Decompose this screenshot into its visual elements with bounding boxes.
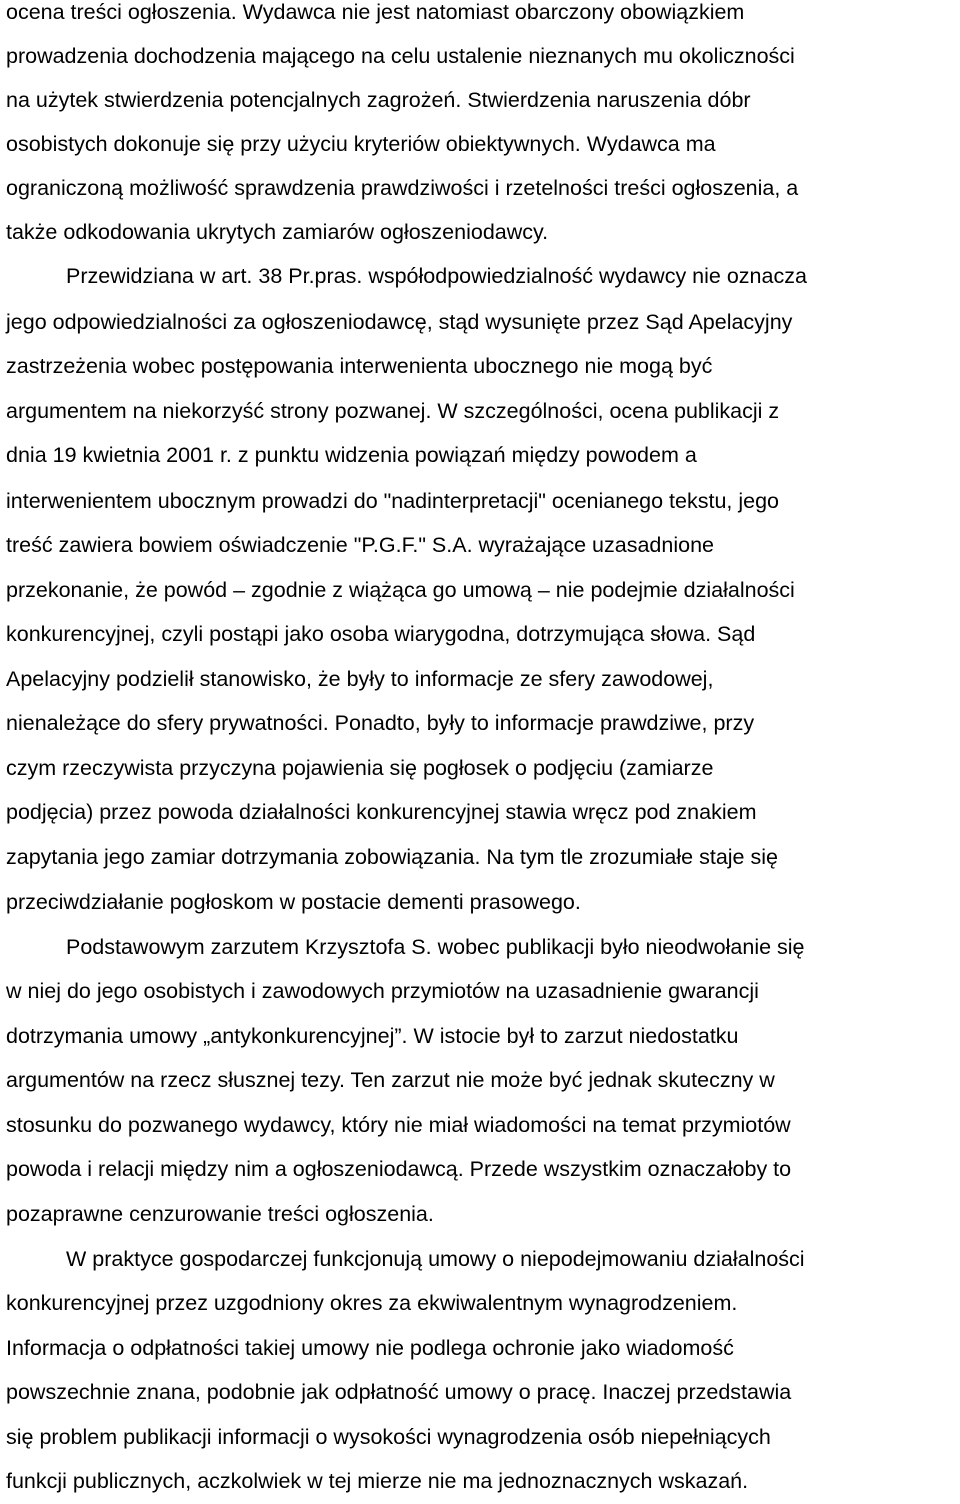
text-line: argumentów na rzecz słusznej tezy. Ten zarzut nie może być jednak skuteczny w bbox=[6, 1068, 775, 1092]
paragraph-first-line: Przewidziana w art. 38 Pr.pras. współodpowiedzialność wydawcy nie oznacza bbox=[66, 264, 807, 288]
text-line: konkurencyjnej przez uzgodniony okres za ekwiwalentnym wynagrodzeniem. bbox=[6, 1291, 738, 1315]
text-line: się problem publikacji informacji o wysokości wynagrodzenia osób niepełniących bbox=[6, 1425, 771, 1449]
text-line: funkcji publicznych, aczkolwiek w tej mierze nie ma jednoznacznych wskazań. bbox=[6, 1469, 749, 1493]
text-line: stosunku do pozwanego wydawcy, który nie miał wiadomości na temat przymiotów bbox=[6, 1113, 791, 1137]
paragraph-first-line: Podstawowym zarzutem Krzysztofa S. wobec publikacji było nieodwołanie się bbox=[66, 935, 805, 959]
text-line: na użytek stwierdzenia potencjalnych zagrożeń. Stwierdzenia naruszenia dóbr bbox=[6, 88, 751, 112]
text-line: argumentem na niekorzyść strony pozwanej. W szczególności, ocena publikacji z bbox=[6, 399, 780, 423]
text-line: nienależące do sfery prywatności. Ponadto, były to informacje prawdziwe, przy bbox=[6, 711, 755, 735]
text-line: interwenientem ubocznym prowadzi do "nadinterpretacji" ocenianego tekstu, jego bbox=[6, 489, 779, 513]
text-line: podjęcia) przez powoda działalności konkurencyjnej stawia wręcz pod znakiem bbox=[6, 800, 757, 824]
text-line: dotrzymania umowy „antykonkurencyjnej”. W istocie był to zarzut niedostatku bbox=[6, 1024, 739, 1048]
text-line: powszechnie znana, podobnie jak odpłatność umowy o pracę. Inaczej przedstawia bbox=[6, 1380, 792, 1404]
text-line: ocena treści ogłoszenia. Wydawca nie jest natomiast obarczony obowiązkiem bbox=[6, 0, 745, 24]
text-line: także odkodowania ukrytych zamiarów ogłoszeniodawcy. bbox=[6, 220, 549, 244]
text-line: czym rzeczywista przyczyna pojawienia się pogłosek o podjęciu (zamiarze bbox=[6, 756, 714, 780]
text-line: dnia 19 kwietnia 2001 r. z punktu widzenia powiązań między powodem a bbox=[6, 443, 697, 467]
text-line: zapytania jego zamiar dotrzymania zobowiązania. Na tym tle zrozumiałe staje się bbox=[6, 845, 778, 869]
text-line: treść zawiera bowiem oświadczenie "P.G.F." S.A. wyrażające uzasadnione bbox=[6, 533, 714, 557]
text-line: przeciwdziałanie pogłoskom w postacie dementi prasowego. bbox=[6, 890, 581, 914]
text-line: Informacja o odpłatności takiej umowy nie podlega ochronie jako wiadomość bbox=[6, 1336, 734, 1360]
text-line: w niej do jego osobistych i zawodowych przymiotów na uzasadnienie gwarancji bbox=[6, 979, 759, 1003]
text-line: Apelacyjny podzielił stanowisko, że były to informacje ze sfery zawodowej, bbox=[6, 667, 714, 691]
text-line: prowadzenia dochodzenia mającego na celu ustalenie nieznanych mu okoliczności bbox=[6, 44, 795, 68]
paragraph-first-line: W praktyce gospodarczej funkcjonują umowy o niepodejmowaniu działalności bbox=[66, 1247, 805, 1271]
text-line: ograniczoną możliwość sprawdzenia prawdziwości i rzetelności treści ogłoszenia, a bbox=[6, 176, 799, 200]
text-line: osobistych dokonuje się przy użyciu kryteriów obiektywnych. Wydawca ma bbox=[6, 132, 716, 156]
text-line: pozaprawne cenzurowanie treści ogłoszenia. bbox=[6, 1202, 434, 1226]
text-line: zastrzeżenia wobec postępowania interwenienta ubocznego nie mogą być bbox=[6, 354, 713, 378]
text-line: jego odpowiedzialności za ogłoszeniodawcę, stąd wysunięte przez Sąd Apelacyjny bbox=[6, 310, 793, 334]
text-line: przekonanie, że powód – zgodnie z wiążąca go umową – nie podejmie działalności bbox=[6, 578, 795, 602]
text-line: konkurencyjnej, czyli postąpi jako osoba wiarygodna, dotrzymująca słowa. Sąd bbox=[6, 622, 756, 646]
text-line: powoda i relacji między nim a ogłoszeniodawcą. Przede wszystkim oznaczałoby to bbox=[6, 1157, 792, 1181]
